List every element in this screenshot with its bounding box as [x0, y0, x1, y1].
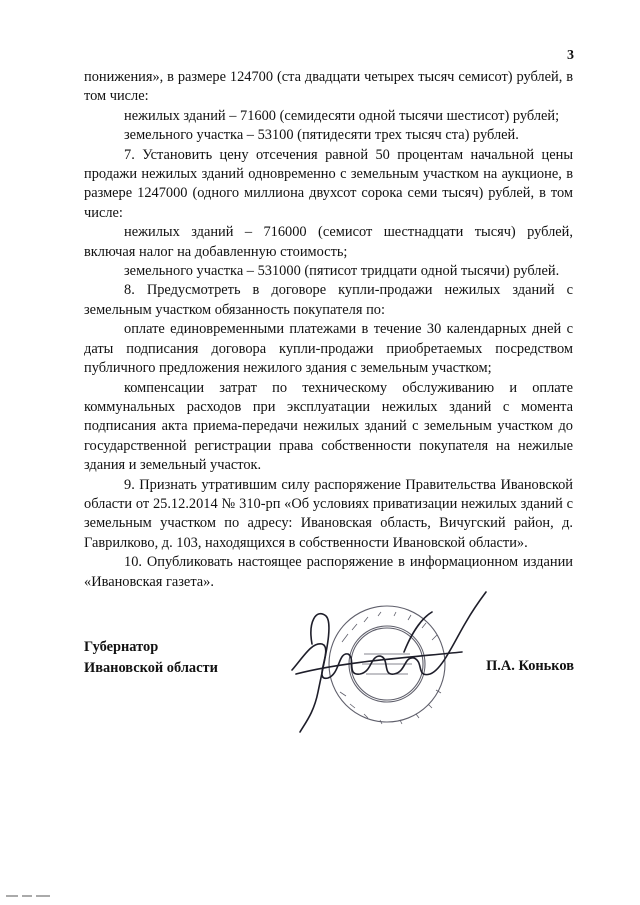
official-stamp-and-signature	[282, 582, 492, 742]
paragraph: земельного участка – 53100 (пятидесяти трех тысяч ста) рублей.	[124, 127, 519, 144]
paragraph: нежилых зданий – 716000 (семисот шестнадцати тысяч) рублей, включая налог на добавленную стоимость;	[84, 224, 573, 260]
paragraph: 7. Установить цену отсечения равной 50 процентам начальной цены продажи нежилых зданий одновременно с земельным участком на аукционе, в размере 1247000 (одного миллиона двухсот сорока семи тысяч) рублей, в том числе:	[84, 146, 573, 221]
paragraph: понижения», в размере 124700 (ста двадцати четырех тысяч семисот) рублей, в том числе:	[84, 69, 573, 105]
signer-region: Ивановской области	[84, 660, 218, 676]
signer-name: П.А. Коньков	[486, 658, 574, 674]
signature-scribble	[292, 592, 486, 732]
paragraph: 8. Предусмотреть в договоре купли-продажи нежилых зданий с земельным участком обязанность покупателя по:	[84, 282, 573, 318]
signature-block	[84, 637, 218, 679]
paragraph: оплате единовременными платежами в течение 30 календарных дней с даты подписания договора купли-продажи приобретаемых посредством публичного предложения нежилого здания с земельным участком;	[84, 321, 573, 377]
signer-title: Губернатор	[84, 639, 159, 655]
paragraph: 10. Опубликовать настоящее распоряжение в информационном издании «Ивановская газета».	[84, 554, 573, 590]
paragraph: 9. Признать утратившим силу распоряжение Правительства Ивановской области от 25.12.2014 № 310-рп «Об условиях приватизации нежилых зданий с земельным участком по адресу: Ивановская область, Вичугский район, д. Гаврилково, д. 103, находящихся в собственности Ивановской области».	[84, 476, 573, 551]
page-number: 3	[567, 48, 574, 63]
document-body	[84, 68, 573, 592]
paragraph: нежилых зданий – 71600 (семидесяти одной тысячи шестисот) рублей;	[124, 107, 560, 124]
paragraph: земельного участка – 531000 (пятисот тридцати одной тысячи) рублей.	[124, 263, 560, 280]
scan-artifact-marks	[6, 891, 52, 899]
paragraph: компенсации затрат по техническому обслуживанию и оплате коммунальных расходов при эксплуатации нежилых зданий с момента подписания акта приема-передачи нежилых зданий с земельным участком до государственной регистрации права собственности покупателя на нежилые здания и земельный участок.	[84, 379, 573, 474]
